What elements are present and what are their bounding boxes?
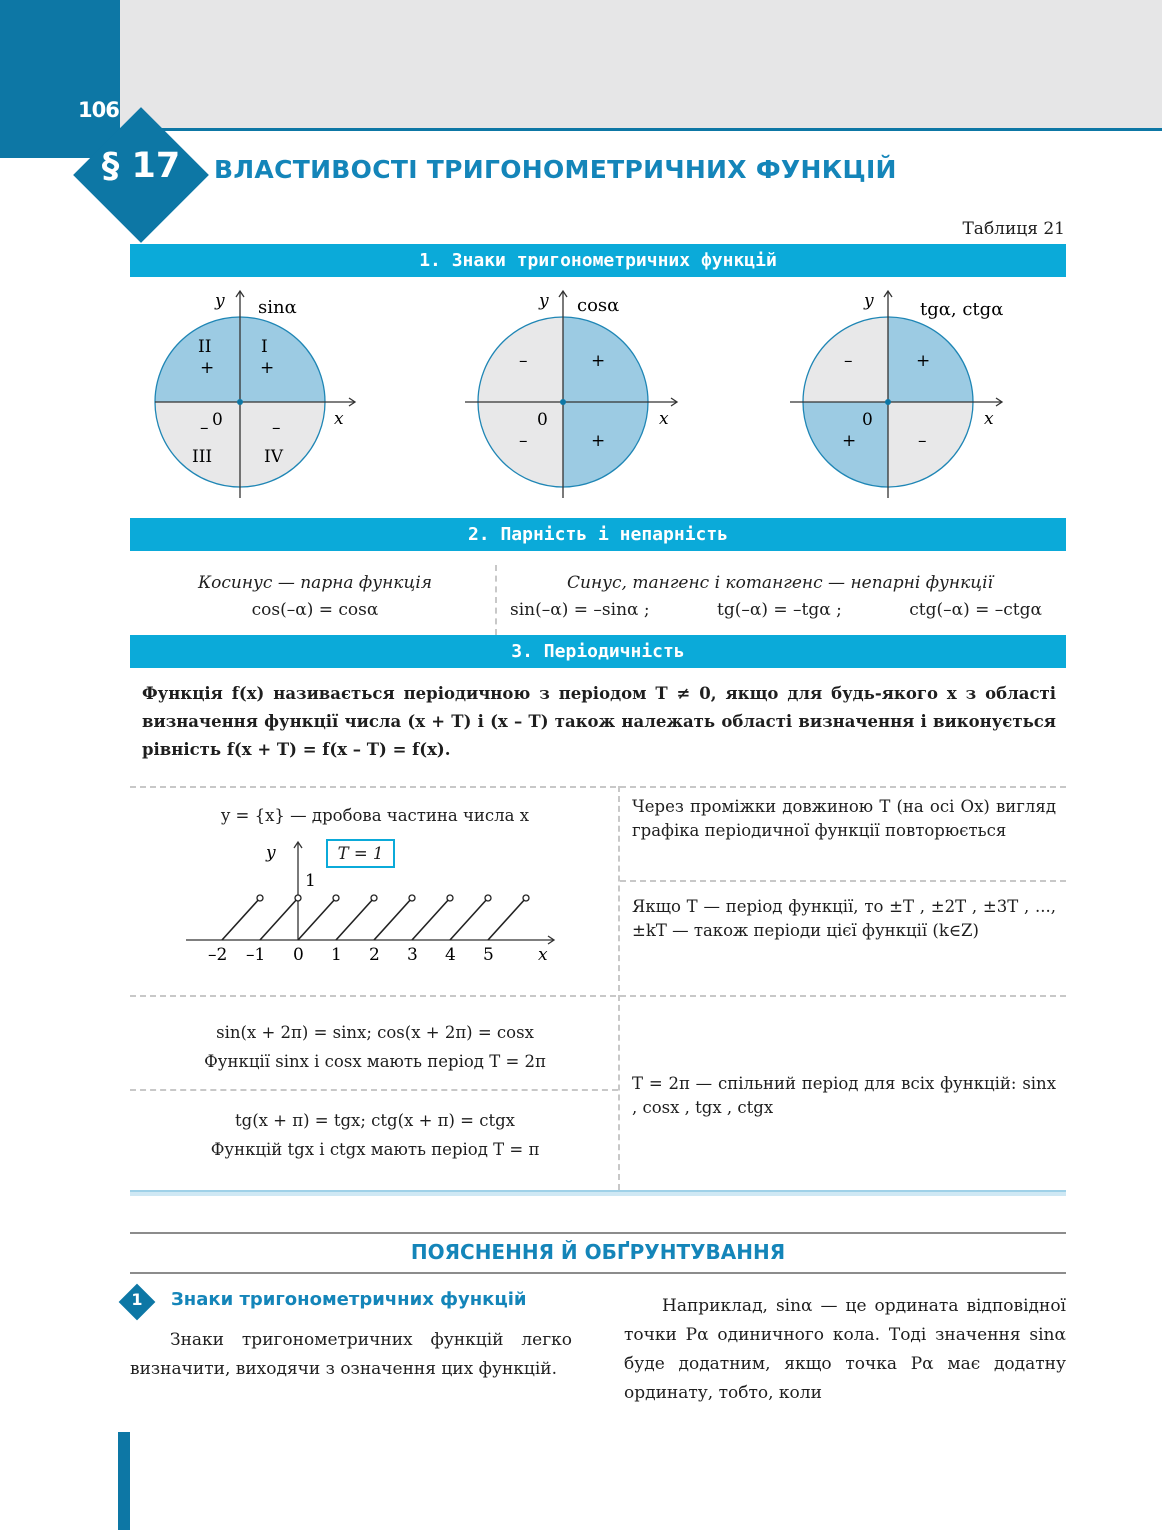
sawtooth-segment: [374, 898, 412, 940]
fraction-graph: [180, 836, 580, 966]
odd-formula-tg: tg(–α) = –tgα ;: [717, 600, 842, 620]
grid-line-top: [130, 786, 1066, 788]
sawtooth-segment: [298, 898, 336, 940]
header-band: [120, 0, 1162, 130]
tg-ctg-periods: [140, 1106, 610, 1164]
quadrant-IV: [888, 402, 973, 487]
x-tick-label: 1: [331, 945, 342, 965]
tg-ctg-text: Функцій tgx і ctgx мають період T = π: [210, 1140, 540, 1159]
sign-I: +: [260, 358, 275, 378]
origin-label: 0: [537, 410, 548, 430]
explanation-rule-top: [130, 1232, 1066, 1234]
quadrant-I: [888, 317, 973, 402]
section-bar-signs: 1. Знаки тригонометричних функцій: [130, 244, 1066, 277]
grid-line-left-mid: [130, 1089, 618, 1091]
y-label: y: [266, 843, 276, 863]
odd-title: Синус, тангенс і котангенс — непарні функції: [567, 573, 993, 593]
open-point: [409, 895, 415, 901]
open-point: [371, 895, 377, 901]
quadrant-label-II: II: [198, 337, 212, 357]
sign-IV: –: [272, 418, 281, 438]
header-rule: [120, 128, 1162, 131]
sawtooth-segment: [222, 898, 260, 940]
tg-ctg-circle: [790, 291, 1003, 498]
chapter-title: ВЛАСТИВОСТІ ТРИГОНОМЕТРИЧНИХ ФУНКЦІЙ: [214, 155, 897, 184]
quadrant-label-I: I: [261, 337, 268, 357]
open-point: [295, 895, 301, 901]
sawtooth-segment: [488, 898, 526, 940]
x-label: x: [334, 409, 344, 429]
x-tick-label: –2: [208, 945, 228, 965]
page-number: 106: [78, 98, 119, 122]
odd-formula-ctg: ctg(–α) = –ctgα: [909, 600, 1042, 620]
grid-line-vertical: [618, 786, 620, 1190]
note-interval: Через проміжки довжиною T (на осі Ox) вигляд графіка періодичної функції повторюється: [632, 797, 1056, 840]
x-tick-label: –1: [246, 945, 266, 965]
x-tick-label: 2: [369, 945, 380, 965]
x-label: x: [984, 409, 994, 429]
x-tick-label: 4: [445, 945, 456, 965]
sin-circle: [155, 291, 355, 498]
section-bar-parity: 2. Парність і непарність: [130, 518, 1066, 551]
corner-block: [0, 0, 120, 158]
tg-ctg-formula: tg(x + π) = tgx; ctg(x + π) = ctgx: [235, 1111, 515, 1130]
parity-even: [150, 570, 480, 624]
periodic-definition: Функція f(x) називається періодичною з періодом T ≠ 0, якщо для будь-якого x з області визначення функції числа (x + T) і (x – T) також належать області визначення і виконується рівність f(x + T) = f(x – T) = f(x).: [142, 684, 1056, 759]
sin-cos-periods: [140, 1018, 610, 1076]
y-label: y: [539, 291, 549, 311]
subsection-number: 1: [131, 1290, 143, 1309]
x-tick-label: 3: [407, 945, 418, 965]
period-box-label: T = 1: [337, 844, 384, 863]
sign-IV: –: [918, 431, 927, 451]
quadrant-label-IV: IV: [264, 447, 283, 467]
origin-label: 0: [212, 410, 223, 430]
x-tick-label: 5: [483, 945, 494, 965]
grid-line-right-mid: [620, 880, 1066, 882]
open-point: [257, 895, 263, 901]
quadrant-label-III: III: [192, 447, 213, 467]
sign-III: –: [200, 418, 209, 438]
y-label: y: [215, 291, 225, 311]
sawtooth-segment: [450, 898, 488, 940]
section-bar-periodicity: 3. Періодичність: [130, 635, 1066, 668]
sign-II: +: [200, 358, 215, 378]
sawtooth-segment: [412, 898, 450, 940]
sign-IV: +: [591, 431, 606, 451]
x-label: x: [659, 409, 669, 429]
table-label: Таблиця 21: [962, 219, 1065, 239]
sin-cos-text: Функції sinx і cosx мають період T = 2π: [204, 1052, 546, 1071]
grid-line-middle: [130, 995, 1066, 997]
sign-circles: [130, 283, 1066, 503]
x-label: x: [538, 945, 548, 965]
sign-III: +: [842, 431, 857, 451]
sin-cos-formula: sin(x + 2π) = sinx; cos(x + 2π) = cosx: [216, 1023, 534, 1042]
open-point: [447, 895, 453, 901]
y-tick: 1: [305, 871, 316, 891]
open-point: [333, 895, 339, 901]
x-ticks: [208, 945, 494, 965]
sign-I: +: [916, 351, 931, 371]
open-point: [485, 895, 491, 901]
note-multiples: Якщо T — період функції, то ±T , ±2T , ±3T , ..., ±kT — також періоди цієї функції (k∈Z): [632, 897, 1056, 940]
sign-II: –: [519, 351, 528, 371]
func-label: sinα: [258, 297, 297, 318]
note-common-period: T = 2π — спільний період для всіх функцій: sinx , cosx , tgx , ctgx: [632, 1074, 1056, 1117]
explanation-right-text: Наприклад, sinα — це ордината відповідної точки Pα одиничного кола. Тоді значення sinα буде додатним, якщо точка Pα має додатну ординату, тобто, коли: [624, 1296, 1066, 1403]
open-point: [523, 895, 529, 901]
even-title: Косинус — парна функція: [197, 573, 433, 593]
origin-label: 0: [862, 410, 873, 430]
y-label: y: [864, 291, 874, 311]
sign-II: –: [844, 351, 853, 371]
explanation-title: ПОЯСНЕННЯ Й ОБҐРУНТУВАННЯ: [410, 1240, 786, 1264]
table-bottom-rule: [130, 1190, 1066, 1196]
cos-circle: [465, 291, 677, 498]
sawtooth-segments: [222, 895, 529, 940]
odd-formula-sin: sin(–α) = –sinα ;: [510, 600, 650, 620]
margin-bar: [118, 1432, 130, 1530]
sign-III: –: [519, 431, 528, 451]
subsection-title: Знаки тригонометричних функцій: [171, 1289, 527, 1310]
func-label: tgα, ctgα: [920, 299, 1004, 320]
sawtooth-segment: [336, 898, 374, 940]
sign-I: +: [591, 351, 606, 371]
explanation-rule-bottom: [130, 1272, 1066, 1274]
even-formula: cos(–α) = cosα: [251, 600, 379, 620]
fraction-title: y = {x} — дробова частина числа x: [220, 806, 530, 825]
section-number: § 17: [101, 146, 181, 186]
explanation-left-text: Знаки тригонометричних функцій легко визначити, виходячи з означення цих функцій.: [130, 1330, 572, 1379]
parity-odd: [500, 570, 1060, 624]
sawtooth-segment: [260, 898, 298, 940]
x-tick-label: 0: [293, 945, 304, 965]
parity-divider: [495, 565, 497, 635]
func-label: cosα: [577, 295, 620, 316]
